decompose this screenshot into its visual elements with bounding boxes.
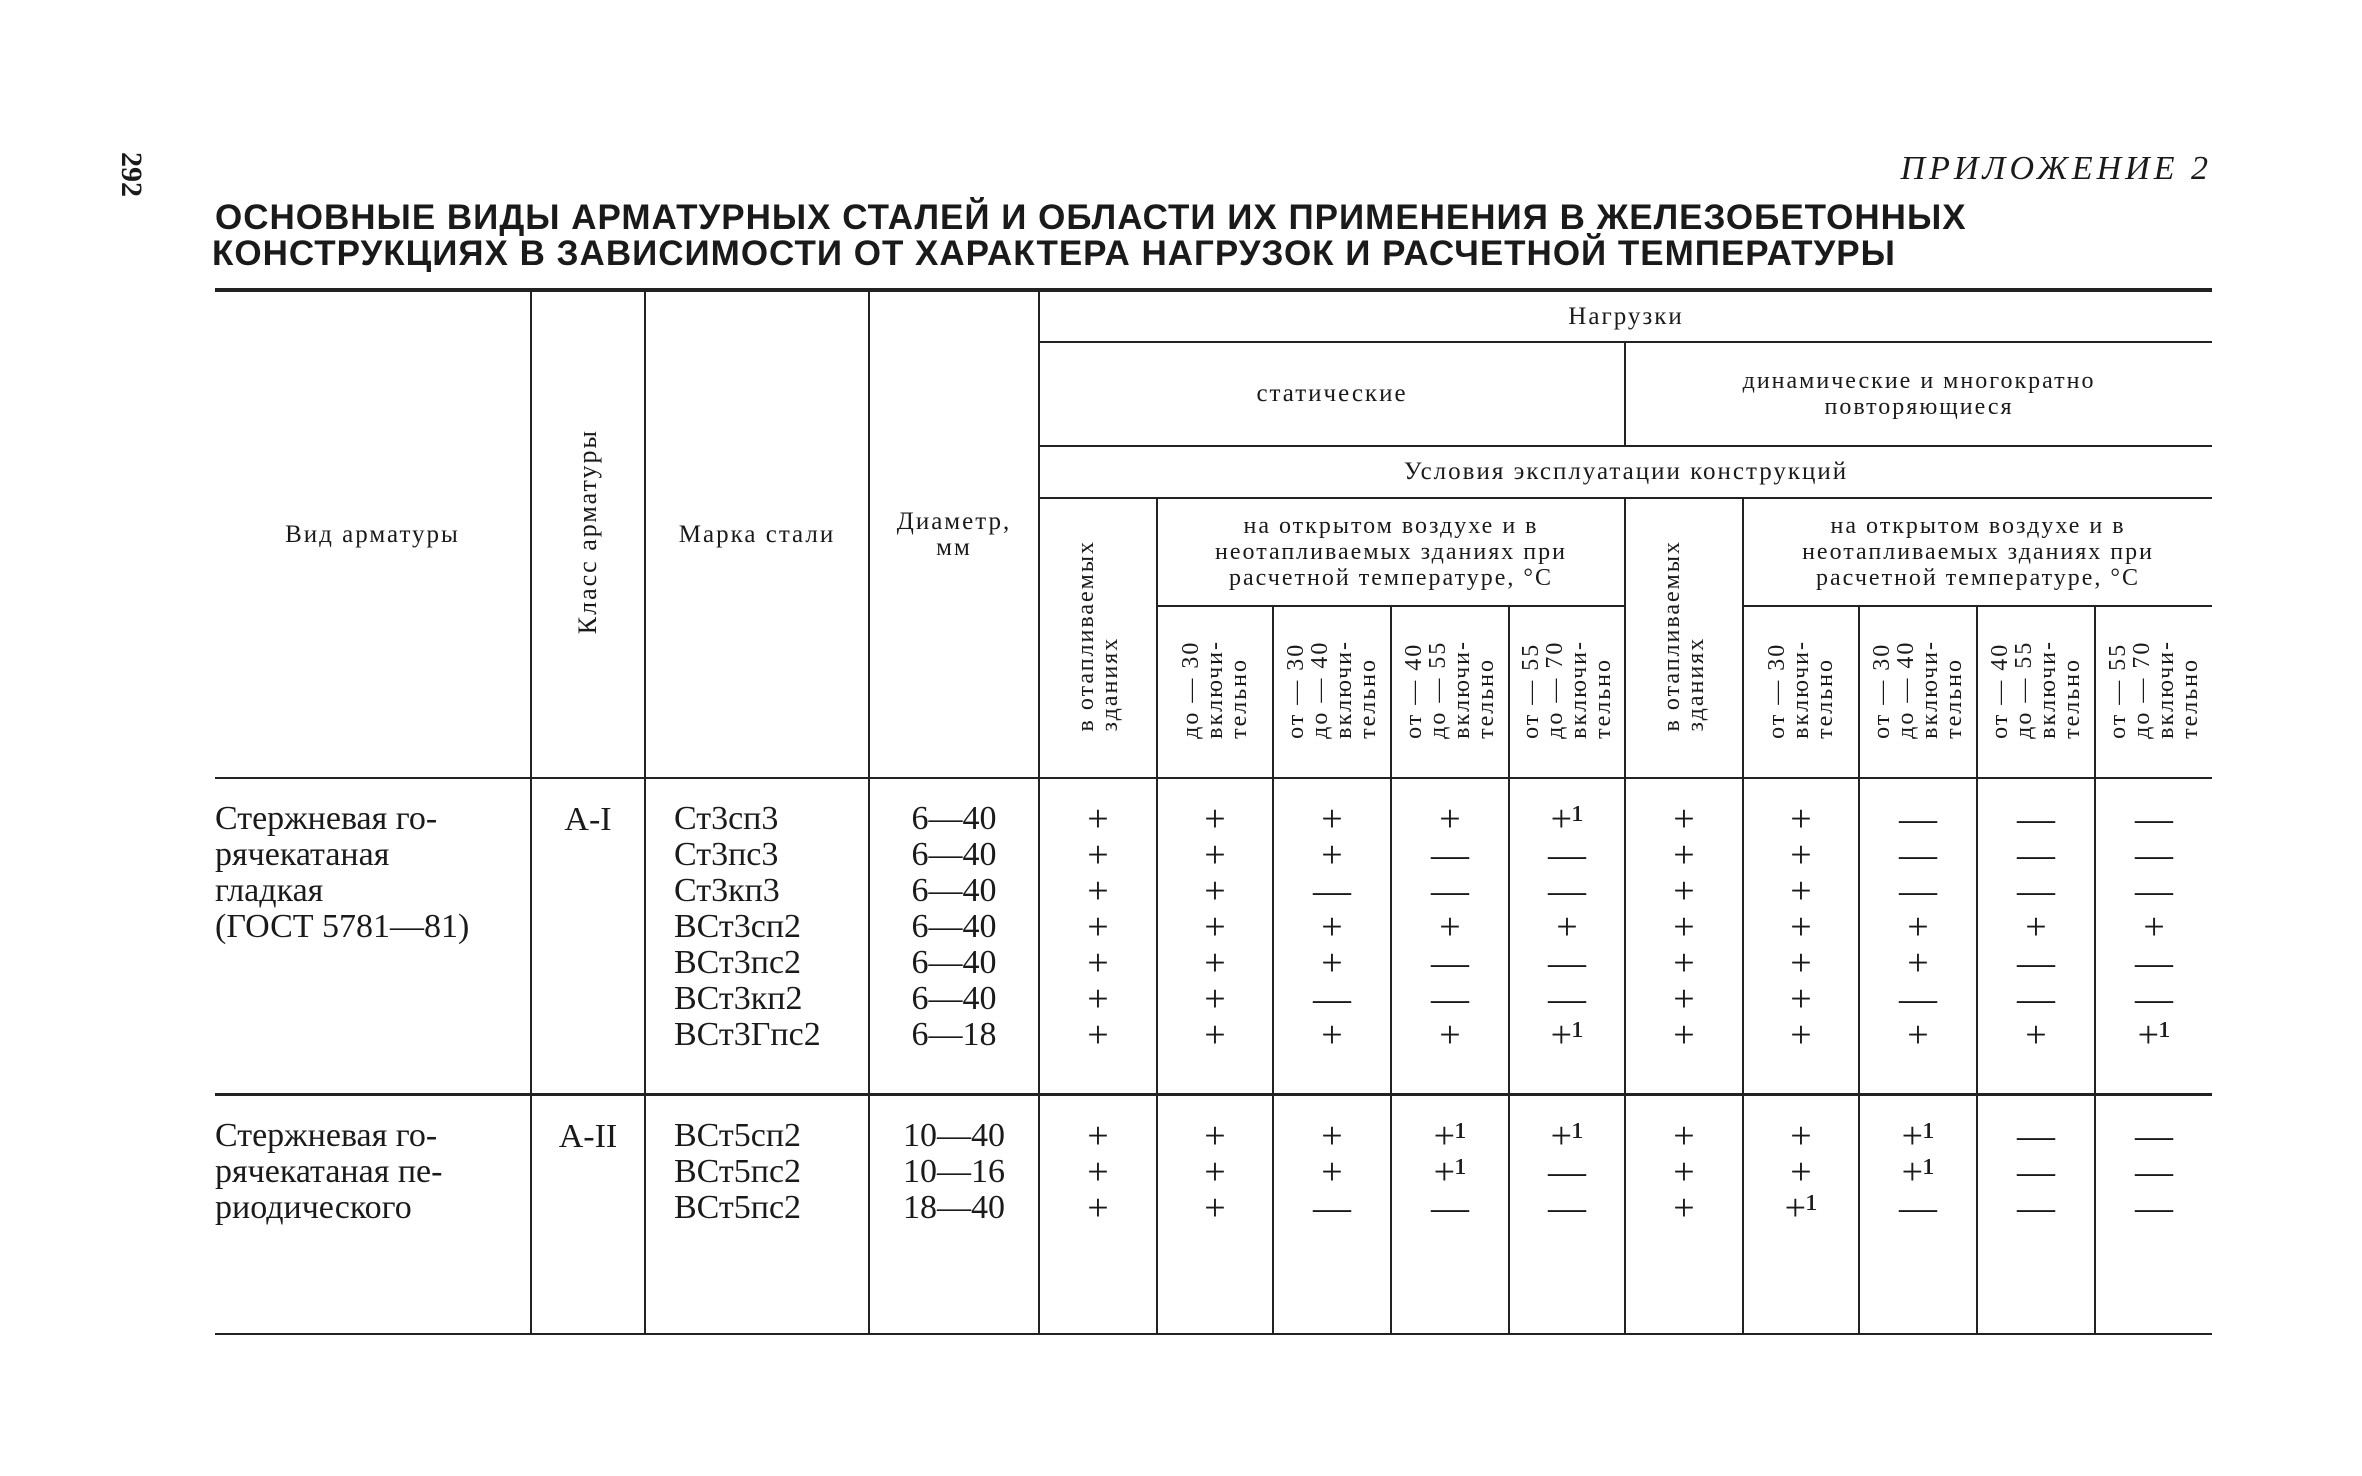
- header-d-t4-label: от — 55 до — 70 включи- тельно: [2105, 640, 2204, 739]
- applicability-mark: +: [1204, 1014, 1226, 1056]
- applicability-mark: —: [1548, 870, 1586, 912]
- diameter-value: 6—40: [911, 800, 997, 837]
- diameter-value: 10—16: [903, 1152, 1005, 1190]
- cell-applicability: [2095, 778, 2212, 1094]
- table-body: [215, 778, 2212, 1334]
- header-d-t2: [1859, 606, 1977, 778]
- applicability-mark: +: [1321, 942, 1343, 984]
- steel-mark: ВСт3Гпс2: [674, 1016, 821, 1053]
- header-static: статические: [1039, 342, 1625, 446]
- cell-applicability: [1157, 1094, 1273, 1334]
- header-d-t1: [1743, 606, 1859, 778]
- cell-applicability: [1391, 778, 1509, 1094]
- cell-applicability: [1273, 778, 1391, 1094]
- applicability-mark: +: [1673, 1150, 1695, 1193]
- applicability-mark: +: [1673, 906, 1695, 948]
- header-s-t1-label: до — 30 включи- тельно: [1178, 640, 1252, 739]
- applicability-mark: +: [1439, 1014, 1461, 1056]
- applicability-mark: —: [1431, 942, 1469, 984]
- applicability-mark: +: [1321, 1014, 1343, 1056]
- header-static-heated-label: в отапливаемых зданиях: [1073, 539, 1123, 732]
- diameter-value: 18—40: [903, 1188, 1005, 1226]
- applicability-mark: —: [2017, 798, 2055, 840]
- diameter-value: 6—40: [911, 944, 997, 981]
- steel-mark: ВСт3сп2: [674, 908, 802, 945]
- applicability-mark: +: [1204, 906, 1226, 948]
- applicability-mark: +: [2025, 906, 2047, 948]
- header-s-t4-label: от — 55 до — 70 включи- тельно: [1518, 640, 1616, 739]
- diameter-value: 6—40: [911, 908, 997, 945]
- applicability-mark: +: [1087, 1014, 1109, 1056]
- applicability-mark: +: [1087, 978, 1109, 1020]
- applicability-mark: +: [1790, 798, 1812, 840]
- header-static-heated: [1039, 498, 1157, 778]
- cell-vid: Стержневая го- рячекатаная пе- риодического: [215, 1094, 531, 1334]
- header-s-t2-label: от — 30 до — 40 включи- тельно: [1283, 640, 1381, 739]
- header-s-t4: [1509, 606, 1625, 778]
- header-dynamic-heated-label: в отапливаемых зданиях: [1659, 539, 1709, 732]
- applicability-mark: +: [1204, 834, 1226, 876]
- applicability-mark: —: [2135, 1114, 2174, 1157]
- applicability-mark: +¹: [2137, 1014, 2171, 1056]
- applicability-mark: —: [2135, 978, 2174, 1020]
- header-vid: Вид арматуры: [215, 290, 531, 778]
- cell-applicability: [1625, 778, 1743, 1094]
- applicability-mark: +: [1321, 834, 1343, 876]
- applicability-mark: —: [2135, 870, 2174, 912]
- header-dynamic: динамические и многократно повторяющиеся: [1625, 342, 2212, 446]
- header-dynamic-heated: [1625, 498, 1743, 778]
- applicability-mark: +: [1204, 978, 1226, 1020]
- applicability-mark: +¹: [1433, 1114, 1467, 1157]
- diameter-value: 10—40: [903, 1116, 1005, 1154]
- applicability-mark: +¹: [1901, 1150, 1935, 1193]
- header-d-t3-label: от — 40 до — 55 включи- тельно: [1987, 640, 2085, 739]
- applicability-mark: +: [1321, 1114, 1343, 1157]
- applicability-mark: +: [1790, 1114, 1812, 1157]
- applicability-mark: +¹: [1550, 1014, 1584, 1056]
- cell-marks: [645, 1094, 869, 1334]
- applicability-mark: +: [1673, 834, 1695, 876]
- applicability-mark: —: [2017, 1150, 2055, 1193]
- applicability-mark: —: [1431, 834, 1469, 876]
- cell-applicability: [1039, 778, 1157, 1094]
- cell-diameters: [869, 1094, 1039, 1334]
- title-line-2: КОНСТРУКЦИЯХ В ЗАВИСИМОСТИ ОТ ХАРАКТЕРА НАГРУЗОК И РАСЧЕТНОЙ ТЕМПЕРАТУРЫ: [212, 234, 1896, 273]
- applicability-mark: +: [2025, 1014, 2047, 1056]
- applicability-mark: +: [1087, 870, 1109, 912]
- steel-mark: ВСт3кп2: [674, 980, 803, 1017]
- diameter-value: 6—40: [911, 872, 997, 909]
- cell-applicability: [1859, 778, 1977, 1094]
- cell-marks: [645, 778, 869, 1094]
- applicability-mark: +: [1790, 906, 1812, 948]
- steel-mark: ВСт5пс2: [674, 1188, 802, 1226]
- applicability-mark: +: [1673, 1014, 1695, 1056]
- applicability-mark: +: [1790, 1150, 1812, 1193]
- applicability-mark: +¹: [1901, 1114, 1935, 1157]
- applicability-mark: —: [1548, 942, 1586, 984]
- header-mark: Марка стали: [645, 290, 869, 778]
- header-d-t2-label: от — 30 до — 40 включи- тельно: [1869, 640, 1967, 739]
- applicability-mark: +: [1790, 978, 1812, 1020]
- applicability-mark: +: [1790, 834, 1812, 876]
- cell-applicability: [1743, 778, 1859, 1094]
- applicability-mark: +: [1204, 1150, 1226, 1193]
- header-class: [531, 290, 645, 778]
- cell-applicability: [1977, 778, 2095, 1094]
- cell-applicability: [1391, 1094, 1509, 1334]
- applicability-mark: +: [1087, 942, 1109, 984]
- header-s-t2: [1273, 606, 1391, 778]
- applicability-mark: +: [1673, 870, 1695, 912]
- applicability-mark: +¹: [1550, 1114, 1584, 1157]
- applicability-mark: —: [2017, 978, 2055, 1020]
- cell-applicability: [1039, 1094, 1157, 1334]
- applicability-mark: —: [1313, 1186, 1351, 1229]
- diameter-value: 6—18: [911, 1016, 997, 1053]
- applicability-mark: +: [1556, 906, 1578, 948]
- applicability-mark: +: [1204, 1186, 1226, 1229]
- applicability-mark: +: [1907, 1014, 1929, 1056]
- header-conditions: Условия эксплуатации конструкций: [1039, 446, 2212, 498]
- page-number: 292: [115, 152, 148, 197]
- cell-applicability: [1157, 778, 1273, 1094]
- diameter-value: 6—40: [911, 836, 997, 873]
- applicability-mark: +: [1321, 798, 1343, 840]
- applicability-mark: +: [1087, 834, 1109, 876]
- steel-mark: ВСт5сп2: [674, 1116, 802, 1154]
- applicability-mark: +: [1204, 870, 1226, 912]
- applicability-mark: +: [1673, 798, 1695, 840]
- cell-applicability: [1977, 1094, 2095, 1334]
- applicability-mark: +: [2143, 906, 2165, 948]
- applicability-mark: —: [2135, 1186, 2174, 1229]
- header-d-t3: [1977, 606, 2095, 778]
- applicability-mark: —: [1548, 834, 1586, 876]
- applicability-mark: +: [1439, 798, 1461, 840]
- applicability-mark: +: [1087, 1114, 1109, 1157]
- applicability-mark: —: [1899, 834, 1937, 876]
- header-d-t1-label: от — 30 включи- тельно: [1764, 640, 1838, 739]
- cell-applicability: [2095, 1094, 2212, 1334]
- applicability-mark: +: [1087, 798, 1109, 840]
- steel-mark: Ст3пс3: [674, 836, 779, 873]
- header-diameter: Диаметр, мм: [869, 290, 1039, 778]
- applicability-mark: —: [2135, 1150, 2174, 1193]
- applicability-mark: —: [1548, 1150, 1586, 1193]
- header-s-t1: [1157, 606, 1273, 778]
- applicability-mark: —: [1548, 1186, 1586, 1229]
- applicability-mark: +¹: [1784, 1186, 1818, 1229]
- header-loads: Нагрузки: [1039, 290, 2212, 342]
- applicability-mark: +: [1790, 870, 1812, 912]
- applicability-mark: —: [1313, 978, 1351, 1020]
- applicability-mark: —: [2017, 1186, 2055, 1229]
- steel-mark: Ст3сп3: [674, 800, 779, 837]
- cell-applicability: [1625, 1094, 1743, 1334]
- cell-applicability: [1273, 1094, 1391, 1334]
- steel-mark: ВСт3пс2: [674, 944, 802, 981]
- applicability-mark: —: [2017, 834, 2055, 876]
- applicability-mark: +: [1204, 1114, 1226, 1157]
- cell-class: А-II: [531, 1094, 645, 1334]
- steel-mark: Ст3кп3: [674, 872, 780, 909]
- applicability-mark: —: [1431, 870, 1469, 912]
- header-s-t3: [1391, 606, 1509, 778]
- table-row: [215, 1094, 2212, 1334]
- diameter-value: 6—40: [911, 980, 997, 1017]
- applicability-mark: +: [1790, 1014, 1812, 1056]
- applicability-mark: +¹: [1550, 798, 1584, 840]
- appendix-label: ПРИЛОЖЕНИЕ 2: [1900, 150, 2212, 187]
- applicability-mark: +: [1204, 942, 1226, 984]
- applicability-mark: +: [1673, 1114, 1695, 1157]
- applicability-mark: +¹: [1433, 1150, 1467, 1193]
- applicability-mark: +: [1321, 1150, 1343, 1193]
- page-title: [212, 198, 2175, 273]
- header-class-label: Класс арматуры: [573, 429, 602, 635]
- header-static-outdoor: на открытом воздухе и в неотапливаемых зданиях при расчетной температуре, °С: [1157, 498, 1625, 606]
- applicability-mark: —: [2135, 942, 2174, 984]
- applicability-mark: —: [2135, 798, 2174, 840]
- applicability-mark: +: [1673, 978, 1695, 1020]
- applicability-mark: +: [1673, 1186, 1695, 1229]
- applicability-mark: +: [1790, 942, 1812, 984]
- applicability-mark: —: [1431, 978, 1469, 1020]
- header-s-t3-label: от — 40 до — 55 включи- тельно: [1401, 640, 1499, 739]
- header-dynamic-outdoor: на открытом воздухе и в неотапливаемых зданиях при расчетной температуре, °С: [1743, 498, 2212, 606]
- steel-mark: ВСт5пс2: [674, 1152, 802, 1190]
- title-line-1: ОСНОВНЫЕ ВИДЫ АРМАТУРНЫХ СТАЛЕЙ И ОБЛАСТИ ИХ ПРИМЕНЕНИЯ В ЖЕЛЕЗОБЕТОННЫХ: [215, 198, 1967, 237]
- applicability-mark: —: [1899, 978, 1937, 1020]
- applicability-mark: +: [1087, 906, 1109, 948]
- applicability-mark: —: [1899, 798, 1937, 840]
- applicability-mark: —: [1899, 870, 1937, 912]
- cell-class: А-I: [531, 778, 645, 1094]
- header-d-t4: [2095, 606, 2212, 778]
- applicability-mark: —: [1899, 1186, 1937, 1229]
- applicability-mark: +: [1087, 1186, 1109, 1229]
- applicability-mark: —: [1431, 1186, 1469, 1229]
- applicability-mark: +: [1907, 942, 1929, 984]
- cell-vid: Стержневая го- рячекатаная гладкая (ГОСТ 5781—81): [215, 778, 531, 1094]
- table-row: [215, 778, 2212, 1094]
- cell-applicability: [1859, 1094, 1977, 1334]
- applicability-mark: —: [1548, 978, 1586, 1020]
- cell-applicability: [1743, 1094, 1859, 1334]
- cell-diameters: [869, 778, 1039, 1094]
- applicability-mark: —: [2017, 870, 2055, 912]
- cell-applicability: [1509, 1094, 1625, 1334]
- steel-table: [215, 288, 2212, 1335]
- applicability-mark: +: [1321, 906, 1343, 948]
- applicability-mark: +: [1439, 906, 1461, 948]
- applicability-mark: —: [2135, 834, 2174, 876]
- applicability-mark: +: [1087, 1150, 1109, 1193]
- applicability-mark: —: [2017, 942, 2055, 984]
- cell-applicability: [1509, 778, 1625, 1094]
- applicability-mark: +: [1204, 798, 1226, 840]
- applicability-mark: —: [2017, 1114, 2055, 1157]
- applicability-mark: —: [1313, 870, 1351, 912]
- applicability-mark: +: [1673, 942, 1695, 984]
- applicability-mark: +: [1907, 906, 1929, 948]
